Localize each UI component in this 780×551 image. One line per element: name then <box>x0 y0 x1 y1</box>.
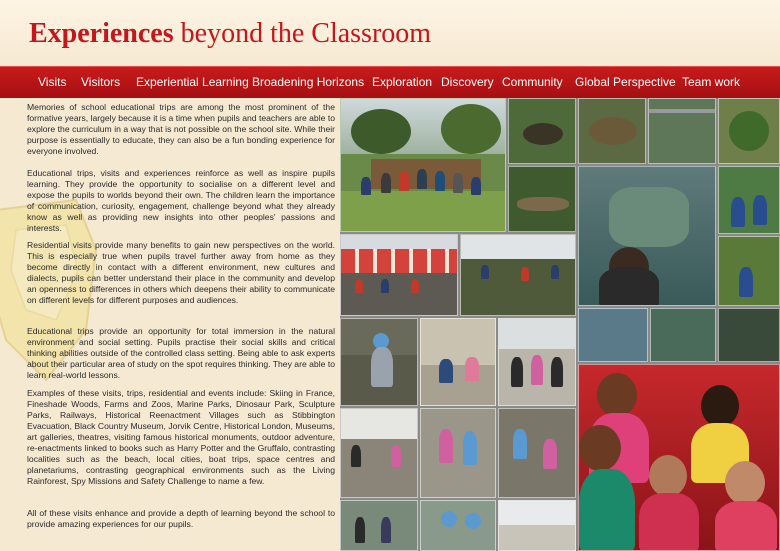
nav-item-global-perspective[interactable]: Global Perspective <box>575 75 676 89</box>
paragraph-educational-trips: Educational trips, visits and experiences reinforce as well as inspire pupils learning. They provide the opportunity to socialise on a different level and expose the pupils to worlds beyond their own. The children learn the importance of communication, curiosity, engagement, challenge beyond what they already know as well as providing new insights into other peoples' passions and interests. <box>27 168 335 233</box>
photo-beach-hats <box>420 500 496 551</box>
page-header <box>0 0 780 66</box>
page-title <box>29 18 431 50</box>
paragraph-immersion: Educational trips provide an opportunity for total immersion in the natural environment and social setting. Pupils practise their social skills and critical thinking abilities outside of the controlled class setting. Being able to ask experts about their particular area of study on the spot requires thinking. They are able to learn real-world lessons. <box>27 326 335 380</box>
photo-plants <box>718 98 780 164</box>
photo-dark-tank <box>718 308 780 362</box>
nav-item-exploration[interactable]: Exploration <box>372 75 433 89</box>
nav-item-visits[interactable]: Visits <box>38 75 67 89</box>
photo-group-outing <box>340 500 418 551</box>
photo-seaside <box>498 500 576 551</box>
page-title-rest: beyond the Classroom <box>173 18 432 49</box>
nav-item-discovery[interactable]: Discovery <box>441 75 494 89</box>
photo-playground-group <box>340 98 506 232</box>
paragraph-residential-visits: Residential visits provide many benefits to gain new perspectives on the world. This is especially true when pupils travel further away from home as they become directly in contact with a different environment, new cultures and dialects, pupils can better understand their place in the community and develop an openness to differences in others which deepens their ability to communicate on different levels for different purposes and audiences. <box>27 240 335 305</box>
nav-item-team-work[interactable]: Team work <box>682 75 741 89</box>
photo-aquarium-girl <box>578 166 716 306</box>
photo-beach-huts <box>340 234 458 316</box>
photo-pond-1 <box>578 308 648 362</box>
main-navigation <box>0 66 780 100</box>
photo-turtle-1 <box>508 98 576 164</box>
paragraph-conclusion: All of these visits enhance and provide a depth of learning beyond the school to provide amazing experiences for our pupils. <box>27 508 335 529</box>
photo-collage <box>340 98 780 551</box>
photo-beach-digging <box>420 318 496 406</box>
photo-lizard <box>508 166 576 232</box>
photo-cultural-celebration <box>578 364 780 551</box>
photo-beach-boy <box>340 318 418 406</box>
nav-item-visitors[interactable]: Visitors <box>81 75 121 89</box>
text-column <box>0 98 340 551</box>
nav-item-community[interactable]: Community <box>502 75 563 89</box>
photo-pond-2 <box>650 308 716 362</box>
nav-item-experiential-learning[interactable]: Experiential Learning <box>136 75 249 89</box>
photo-beach-group <box>498 318 576 406</box>
photo-beach-walk <box>340 408 418 498</box>
photo-turtle-2 <box>578 98 646 164</box>
paragraph-examples: Examples of these visits, trips, residential and events include: Skiing in France, Fineshade Woods, Farms and Zoos, Marine Parks, Dinosaur Park, Sculpture Parks, Railways, Historical Reenactment Villages such as Stibbington Evacuation, Black Country Museum, Jorvik Centre, Historical London, Museums, art galleries, theatres, visiting famous historical monuments, outdoor adventure, re-enactments linked to books such as Harry Potter and the Gruffalo, contrasting localities such as the beach, local cities, boat trips, space centres and planetariums, contrasting geographical environments such as the Living Rainforest, Spy Missions and Safety Challenge to name a few. <box>27 388 335 486</box>
photo-greenhouse <box>718 236 780 306</box>
photo-beach-girls <box>420 408 496 498</box>
photo-rock-pools <box>460 234 576 316</box>
paragraph-intro: Memories of school educational trips are among the most prominent of the formative years, largely because it is a time when pupils and teachers are able to explore the curriculum in a way that is not possible on the school site. While their purpose is essentially to educate, they can also be a fun bonding experience for everyone involved. <box>27 102 335 156</box>
photo-tank <box>648 98 716 164</box>
nav-item-broadening-horizons[interactable]: Broadening Horizons <box>252 75 365 89</box>
page-title-bold: Experiences <box>29 18 174 49</box>
photo-rainforest-children <box>718 166 780 234</box>
photo-beach-searching <box>498 408 576 498</box>
